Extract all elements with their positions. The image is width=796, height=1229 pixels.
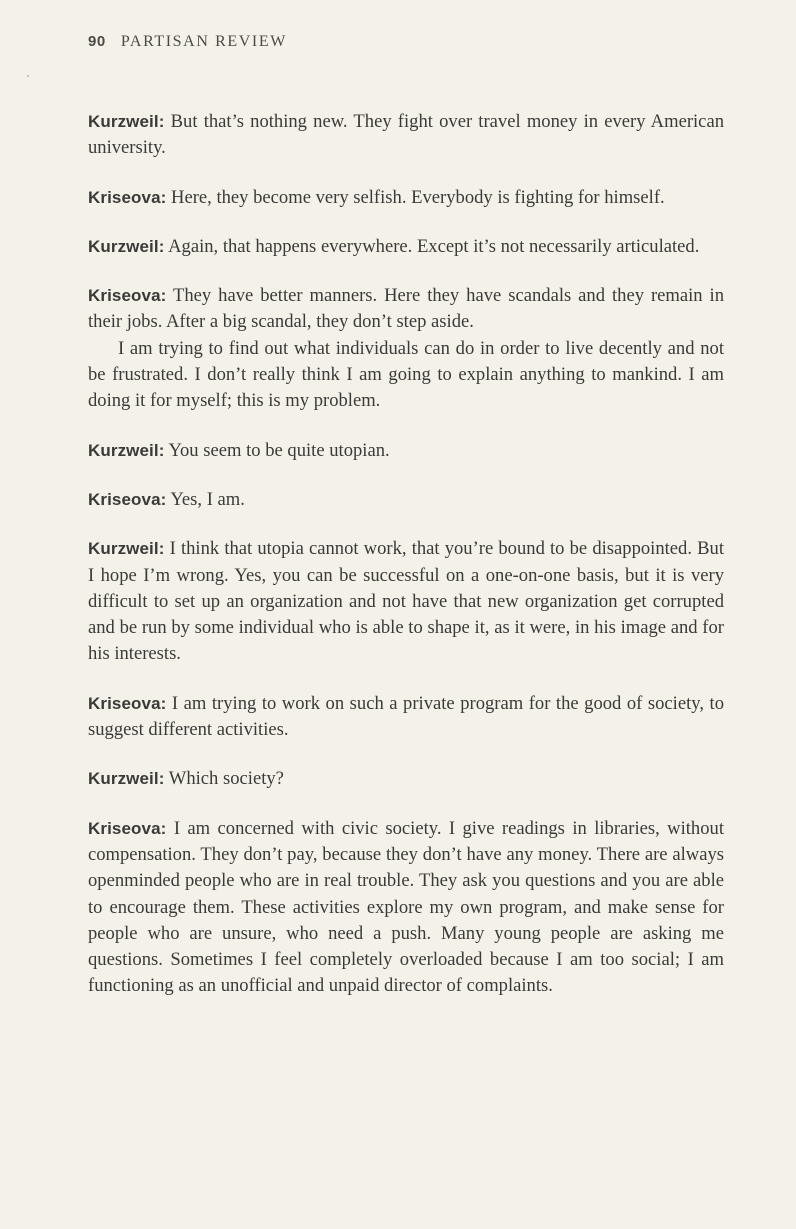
speech-paragraph (88, 536, 724, 667)
speech-continuation: I am trying to find out what individuals can do in order to live decently and not be frustrated. I don’t really think I am going to explain anything to mankind. I am doing it for myself; this is my problem. (88, 337, 724, 412)
speech-paragraph (88, 185, 724, 211)
speaker-label: Kriseova: (88, 818, 167, 838)
speech-paragraph (88, 109, 724, 162)
speaker-label: Kriseova: (88, 489, 167, 509)
speaker-label: Kurzweil: (88, 236, 165, 256)
speech-paragraph (88, 816, 724, 1000)
speech-text: I am trying to work on such a private program for the good of society, to suggest different activities. (88, 692, 724, 741)
speech-paragraph (88, 691, 724, 744)
speaker-label: Kriseova: (88, 187, 167, 207)
speech-text: I am concerned with civic society. I give readings in libraries, without compensation. They don’t pay, because they don’t have any money. There are always openminded people who are in real trouble. They ask you questions and you are able to encourage them. These activities explore my own program, and make sense for people who are unsure, who need a push. Many young people are asking me questions. Sometimes I feel completely overloaded because I am too social; I am functioning as an unofficial and unpaid director of complaints. (88, 817, 724, 997)
speaker-label: Kurzweil: (88, 112, 165, 131)
speaker-label: Kriseova: (88, 286, 167, 306)
exchange (88, 109, 724, 162)
exchange (88, 691, 724, 744)
exchange (88, 487, 724, 513)
speaker-label: Kriseova: (88, 693, 167, 713)
speech-paragraph (88, 283, 724, 336)
speech-text: You seem to be quite utopian. (168, 439, 390, 461)
exchange (88, 536, 724, 667)
speaker-label: Kurzweil: (88, 769, 165, 789)
exchange (88, 234, 724, 260)
running-head (88, 33, 287, 51)
speaker-label: Kurzweil: (88, 539, 165, 559)
exchange (88, 816, 724, 1000)
exchange (88, 766, 724, 792)
exchange (88, 438, 724, 464)
speech-text: I think that utopia cannot work, that you’re bound to be disappointed. But I hope I’m wrong. Yes, you can be successful on a one-on-one basis, but it is very difficult to set up an organization and not have that new organization get corrupted and be run by some individual who is able to shape it, as it were, in his image and for his interests. (88, 538, 724, 665)
interview-text (88, 109, 724, 1023)
journal-title: PARTISAN REVIEW (120, 33, 287, 50)
exchange (88, 185, 724, 211)
speech-text: They have better manners. Here they have scandals and they remain in their jobs. After a big scandal, they don’t step aside. (88, 285, 724, 333)
speech-text: Again, that happens everywhere. Except it’s not necessarily articulated. (168, 235, 700, 257)
paper-speck (27, 75, 29, 77)
speech-paragraph (88, 234, 724, 260)
speech-text: Yes, I am. (170, 488, 245, 510)
exchange (88, 283, 724, 414)
speech-text: Which society? (168, 768, 284, 790)
speech-paragraph (88, 766, 724, 792)
speech-text: But that’s nothing new. They fight over travel money in every American university. (88, 111, 724, 159)
speech-paragraph (88, 438, 724, 464)
speech-text: Here, they become very selfish. Everybody is fighting for himself. (171, 186, 665, 208)
speaker-label: Kurzweil: (88, 440, 165, 460)
page-number: 90 (88, 33, 106, 50)
speech-paragraph (88, 487, 724, 513)
